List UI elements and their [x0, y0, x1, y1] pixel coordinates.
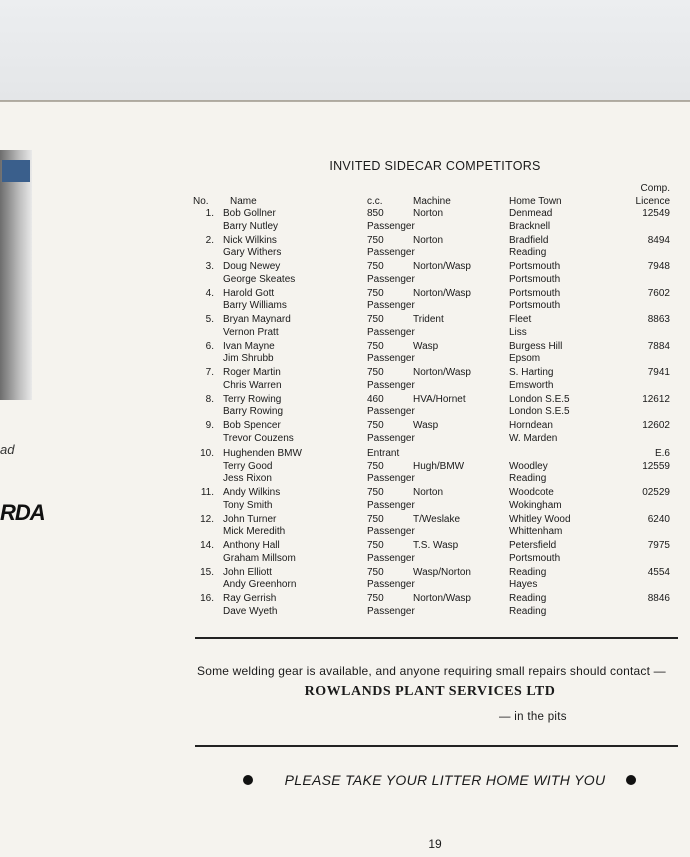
- licence-number: 8846: [647, 593, 670, 604]
- table-row: [0, 367, 690, 393]
- table-row: [0, 235, 690, 261]
- cc-value: 750: [367, 420, 384, 431]
- cc-value: 750: [367, 487, 384, 498]
- licence-number: 02529: [642, 487, 670, 498]
- home-town: London S.E.5: [509, 393, 570, 405]
- passenger-label: Passenger: [367, 353, 415, 364]
- company-name: ROWLANDS PLANT SERVICES LTD: [304, 684, 556, 699]
- passenger-label: Passenger: [367, 273, 415, 285]
- passenger-name: Barry Rowing: [223, 406, 284, 417]
- pits-note: — in the pits: [499, 711, 567, 723]
- home-town: Portsmouth: [509, 287, 561, 299]
- table-row: [0, 593, 690, 619]
- home-town-2: Emsworth: [509, 379, 554, 391]
- home-town-2: W. Marden: [509, 432, 558, 444]
- cc-value: 850: [367, 208, 384, 219]
- passenger-name: Barry Nutley: [223, 220, 279, 232]
- licence-number: 8494: [647, 234, 670, 246]
- cc-value: 750: [367, 367, 384, 378]
- passenger-label: Passenger: [367, 473, 415, 484]
- driver-name: Terry Rowing: [223, 393, 282, 405]
- bullet-right-icon: [626, 775, 636, 785]
- cc-value: 750: [367, 314, 384, 325]
- machine: T.S. Wasp: [413, 540, 459, 551]
- machine: HVA/Hornet: [413, 393, 466, 405]
- licence-number: 7602: [647, 287, 670, 299]
- passenger-label: Passenger: [367, 526, 415, 537]
- entry-no: 8.: [205, 393, 214, 405]
- table-row: [0, 514, 690, 540]
- cc-value: 750: [367, 566, 384, 578]
- table-row: [0, 314, 690, 340]
- welding-notice: Some welding gear is available, and anyone requiring small repairs should contact —: [197, 664, 666, 678]
- home-town: Bradfield: [509, 234, 549, 246]
- home-town: Denmead: [509, 208, 553, 219]
- cc-value: 750: [367, 513, 384, 525]
- table-row: [0, 487, 690, 513]
- cc-value: 750: [367, 460, 384, 472]
- machine: Norton: [413, 208, 444, 219]
- driver-name: Bob Gollner: [223, 208, 276, 219]
- licence-number: 12559: [642, 460, 670, 472]
- home-town-2: Portsmouth: [509, 300, 561, 311]
- driver-name: Roger Martin: [223, 367, 281, 378]
- entry-no: 16.: [200, 593, 214, 604]
- driver-name: Terry Good: [223, 460, 273, 472]
- passenger-label: Passenger: [367, 499, 415, 511]
- passenger-label: Passenger: [367, 432, 415, 444]
- cc-value: 750: [367, 340, 384, 352]
- divider-bottom: [195, 745, 678, 747]
- licence-number: 7884: [647, 340, 670, 352]
- passenger-name: Barry Williams: [223, 300, 287, 311]
- passenger-name: Gary Withers: [223, 247, 282, 258]
- passenger-label: Passenger: [367, 326, 415, 338]
- passenger-name: Jess Rixon: [223, 473, 272, 484]
- table-row: [0, 341, 690, 367]
- header-licence-bottom: Licence: [635, 196, 670, 207]
- entry-no: 2.: [205, 234, 214, 246]
- litter-notice: PLEASE TAKE YOUR LITTER HOME WITH YOU: [284, 772, 606, 788]
- entry-no: 6.: [205, 340, 214, 352]
- cc-value: 750: [367, 234, 384, 246]
- passenger-name: George Skeates: [223, 273, 296, 285]
- licence-number: 12602: [642, 420, 670, 431]
- machine: Norton/Wasp: [413, 593, 471, 604]
- home-town-2: Epsom: [509, 353, 541, 364]
- home-town: Reading: [509, 593, 547, 604]
- home-town: Reading: [509, 566, 547, 578]
- licence-number: 12612: [642, 393, 670, 405]
- header-licence-top: Comp.: [640, 183, 670, 194]
- home-town: Horndean: [509, 420, 553, 431]
- table-row: [0, 420, 690, 446]
- entry-no: 11.: [200, 487, 214, 498]
- driver-name: Ray Gerrish: [223, 593, 277, 604]
- passenger-name: Chris Warren: [223, 379, 282, 391]
- home-town-2: Bracknell: [509, 220, 551, 232]
- passenger-name: Trevor Couzens: [223, 432, 294, 444]
- driver-name: Bob Spencer: [223, 420, 281, 431]
- home-town: Fleet: [509, 314, 532, 325]
- entry-no: 10.: [200, 448, 214, 459]
- home-town-2: Wokingham: [509, 499, 562, 511]
- machine: Hugh/BMW: [413, 460, 465, 472]
- home-town-2: Hayes: [509, 579, 538, 590]
- entry-no: 4.: [205, 287, 214, 299]
- entry-no: 7.: [205, 367, 214, 378]
- header-machine: Machine: [413, 196, 451, 207]
- driver-name: Anthony Hall: [223, 540, 280, 551]
- machine: Norton: [413, 234, 444, 246]
- driver-name: John Turner: [223, 513, 277, 525]
- home-town: Woodley: [509, 460, 548, 472]
- previous-page-edge: [0, 0, 690, 102]
- machine: Norton/Wasp: [413, 287, 471, 299]
- home-town-2: Whittenham: [509, 526, 563, 537]
- passenger-label: Passenger: [367, 552, 415, 564]
- entrant-name: Hughenden BMW: [223, 448, 302, 459]
- table-row: [0, 394, 690, 420]
- licence-number: 7975: [647, 540, 670, 551]
- home-town-2: Portsmouth: [509, 273, 561, 285]
- table-row: [0, 540, 690, 566]
- licence-number: 8863: [647, 314, 670, 325]
- licence-number: 7941: [647, 367, 670, 378]
- passenger-name: Jim Shrubb: [223, 353, 274, 364]
- passenger-label: Passenger: [367, 379, 415, 391]
- cc-value: 460: [367, 393, 384, 405]
- passenger-name: Tony Smith: [223, 499, 273, 511]
- machine: T/Weslake: [413, 513, 461, 525]
- home-town: Petersfield: [509, 540, 557, 551]
- entry-no: 1.: [205, 208, 214, 219]
- entry-no: 9.: [205, 420, 214, 431]
- driver-name: Nick Wilkins: [223, 234, 277, 246]
- home-town: Whitley Wood: [509, 513, 571, 525]
- passenger-label: Passenger: [367, 579, 415, 590]
- header-home-town: Home Town: [509, 196, 562, 207]
- entry-no: 12.: [200, 513, 214, 525]
- entry-no: 14.: [200, 540, 214, 551]
- passenger-label: Passenger: [367, 605, 415, 617]
- home-town-2: London S.E.5: [509, 406, 570, 417]
- table-row: [0, 288, 690, 314]
- driver-name: Ivan Mayne: [223, 340, 275, 352]
- home-town-2: Liss: [509, 326, 527, 338]
- home-town: S. Harting: [509, 367, 554, 378]
- home-town: Woodcote: [509, 487, 554, 498]
- passenger-label: Passenger: [367, 300, 415, 311]
- table-row: [0, 448, 690, 486]
- page-title: INVITED SIDECAR COMPETITORS: [329, 159, 541, 173]
- machine: Wasp: [413, 420, 439, 431]
- table-row: [0, 567, 690, 593]
- machine: Norton/Wasp: [413, 367, 471, 378]
- machine: Wasp: [413, 340, 439, 352]
- licence-code: E.6: [654, 448, 670, 459]
- home-town-2: Portsmouth: [509, 552, 561, 564]
- machine: Norton/Wasp: [413, 261, 471, 272]
- licence-number: 7948: [647, 261, 670, 272]
- header-no: No.: [193, 196, 209, 207]
- table-row: [0, 261, 690, 287]
- driver-name: Doug Newey: [223, 261, 281, 272]
- passenger-name: Dave Wyeth: [223, 605, 278, 617]
- driver-name: Bryan Maynard: [223, 314, 291, 325]
- home-town-2: Reading: [509, 473, 547, 484]
- driver-name: Harold Gott: [223, 287, 275, 299]
- passenger-label: Passenger: [367, 247, 415, 258]
- home-town-2: Reading: [509, 605, 547, 617]
- machine: Wasp/Norton: [413, 566, 471, 578]
- entrant-label: Entrant: [367, 448, 400, 459]
- cc-value: 750: [367, 540, 384, 551]
- machine: Norton: [413, 487, 444, 498]
- licence-number: 6240: [647, 513, 670, 525]
- entry-no: 5.: [205, 314, 214, 325]
- entry-no: 15.: [200, 566, 214, 578]
- passenger-name: Mick Meredith: [223, 526, 286, 537]
- passenger-name: Graham Millsom: [223, 552, 296, 564]
- cc-value: 750: [367, 261, 384, 272]
- licence-number: 4554: [647, 566, 670, 578]
- home-town: Portsmouth: [509, 261, 561, 272]
- cc-value: 750: [367, 593, 384, 604]
- entry-no: 3.: [205, 261, 214, 272]
- passenger-name: Vernon Pratt: [223, 326, 279, 338]
- passenger-label: Passenger: [367, 406, 415, 417]
- left-page-text: ad: [0, 442, 15, 457]
- passenger-name: Andy Greenhorn: [223, 579, 297, 590]
- header-name: Name: [230, 196, 257, 207]
- machine: Trident: [413, 314, 444, 325]
- licence-number: 12549: [642, 208, 670, 219]
- passenger-label: Passenger: [367, 220, 415, 232]
- table-row: [0, 208, 690, 234]
- driver-name: John Elliott: [223, 566, 272, 578]
- home-town-2: Reading: [509, 247, 547, 258]
- page-number: 19: [428, 837, 442, 851]
- divider-top: [195, 637, 678, 639]
- header-cc: c.c.: [367, 196, 383, 207]
- cc-value: 750: [367, 287, 384, 299]
- driver-name: Andy Wilkins: [223, 487, 281, 498]
- home-town: Burgess Hill: [509, 340, 563, 352]
- left-page-logo: RDA: [0, 500, 45, 525]
